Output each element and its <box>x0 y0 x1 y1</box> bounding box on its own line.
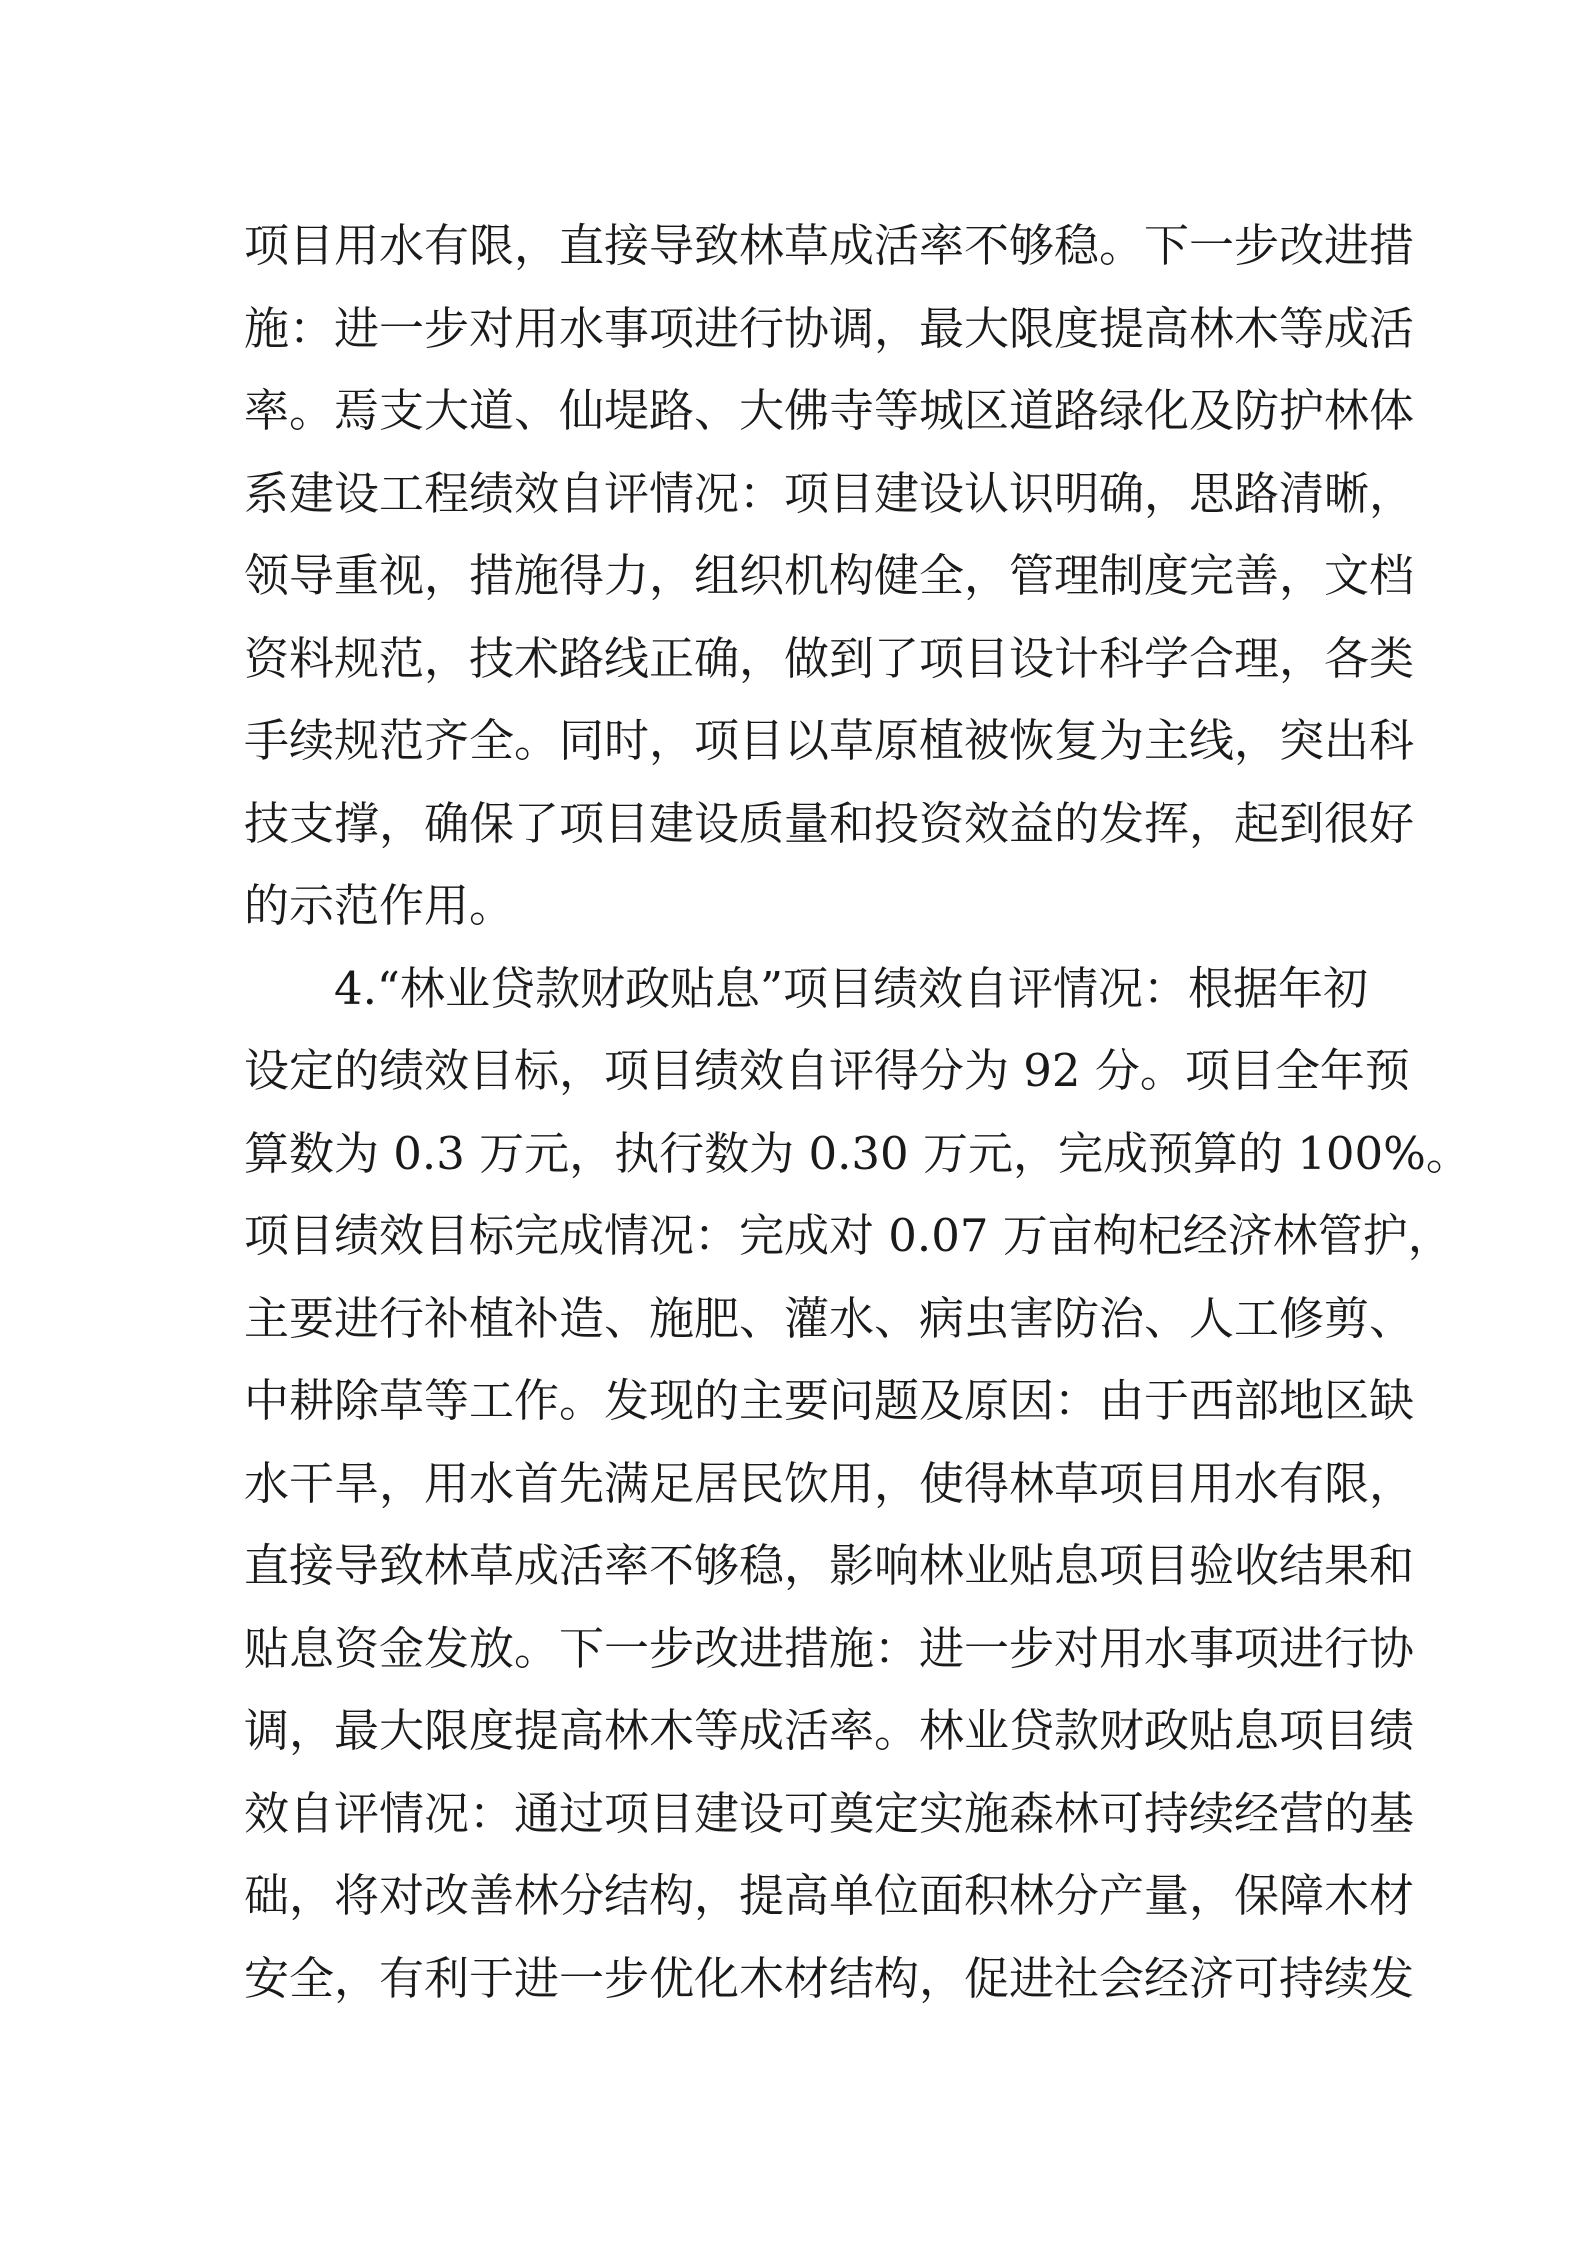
text-line: 领导重视，措施得力，组织机构健全，管理制度完善，文档 <box>244 549 1415 602</box>
text-line: 水干旱，用水首先满足居民饮用，使得林草项目用水有限， <box>244 1456 1415 1510</box>
text-line: 资料规范，技术路线正确，做到了项目设计科学合理，各类 <box>244 631 1415 685</box>
text-line: 的示范作用。 <box>244 879 515 932</box>
text-line-indented: 4.“林业贷款财政贴息”项目绩效自评情况：根据年初 <box>334 961 1368 1015</box>
text-line: 设定的绩效目标，项目绩效自评得分为 92 分。项目全年预 <box>244 1044 1410 1097</box>
body-text <box>244 205 1471 2020</box>
paragraph-forestry-loan-subsidy <box>244 948 1471 2021</box>
text-line: 主要进行补植补造、施肥、灌水、病虫害防治、人工修剪、 <box>244 1291 1415 1345</box>
text-line: 算数为 0.3 万元，执行数为 0.30 万元，完成预算的 100%。 <box>244 1126 1471 1180</box>
text-line: 贴息资金发放。下一步改进措施：进一步对用水事项进行协 <box>244 1621 1415 1675</box>
text-line: 系建设工程绩效自评情况：项目建设认识明确，思路清晰， <box>244 466 1415 520</box>
text-line: 安全，有利于进一步优化木材结构，促进社会经济可持续发 <box>244 1951 1415 2005</box>
paragraph-water-and-greening <box>244 205 1415 948</box>
text-line: 率。焉支大道、仙堤路、大佛寺等城区道路绿化及防护林体 <box>244 384 1415 437</box>
text-line: 中耕除草等工作。发现的主要问题及原因：由于西部地区缺 <box>244 1374 1415 1427</box>
text-line: 效自评情况：通过项目建设可奠定实施森林可持续经营的基 <box>244 1786 1415 1840</box>
text-line: 直接导致林草成活率不够稳，影响林业贴息项目验收结果和 <box>244 1539 1415 1592</box>
text-line: 项目用水有限，直接导致林草成活率不够稳。下一步改进措 <box>244 219 1415 272</box>
text-line: 础，将对改善林分结构，提高单位面积林分产量，保障木材 <box>244 1869 1415 1922</box>
text-line: 项目绩效目标完成情况：完成对 0.07 万亩枸杞经济林管护， <box>244 1209 1453 1262</box>
text-line: 技支撑，确保了项目建设质量和投资效益的发挥，起到很好 <box>244 796 1415 850</box>
text-line: 施：进一步对用水事项进行协调，最大限度提高林木等成活 <box>244 301 1415 355</box>
text-line: 调，最大限度提高林木等成活率。林业贷款财政贴息项目绩 <box>244 1704 1415 1757</box>
text-line: 手续规范齐全。同时，项目以草原植被恢复为主线，突出科 <box>244 714 1415 767</box>
